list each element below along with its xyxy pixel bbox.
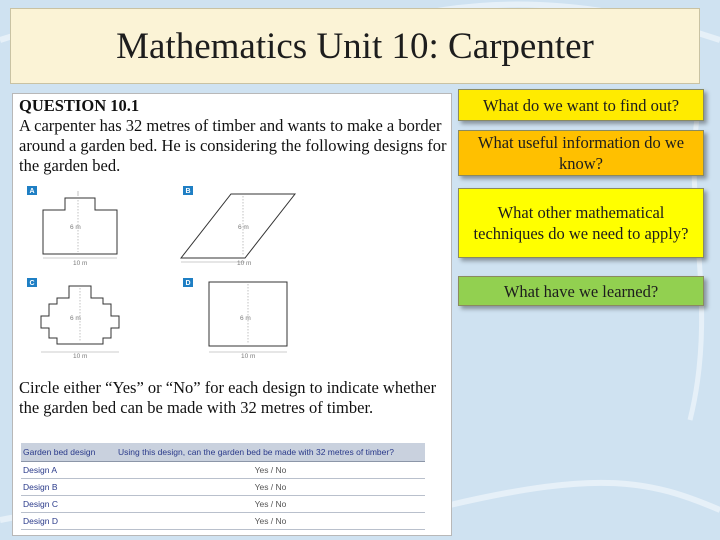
design-d-label: D xyxy=(185,280,191,287)
prompt-find-out: What do we want to find out? xyxy=(458,89,704,121)
instruction-text: Circle either “Yes” or “No” for each design to indicate whether the garden bed can be made with 32 metres of timber. xyxy=(19,378,437,417)
yes-no-cell[interactable]: Yes / No xyxy=(116,478,425,495)
question-text xyxy=(19,96,449,176)
design-d-height: 6 m xyxy=(240,315,251,322)
design-a-label: A xyxy=(29,188,35,195)
yes-no-cell[interactable]: Yes / No xyxy=(116,461,425,478)
table-header-design: Garden bed design xyxy=(21,443,116,461)
prompt-learned: What have we learned? xyxy=(458,276,704,306)
design-b-diagram xyxy=(181,186,295,267)
design-d-width: 10 m xyxy=(241,353,256,360)
design-a-height: 6 m xyxy=(70,224,81,231)
table-header-question: Using this design, can the garden bed be made with 32 metres of timber? xyxy=(116,443,425,461)
design-cell: Design C xyxy=(21,495,116,512)
design-a-diagram xyxy=(27,186,117,267)
yes-no-cell[interactable]: Yes / No xyxy=(116,512,425,529)
slide-title: Mathematics Unit 10: Carpenter xyxy=(116,25,594,67)
design-c-diagram xyxy=(27,278,119,360)
question-heading: QUESTION 10.1 xyxy=(19,96,140,115)
design-c-height: 6 m xyxy=(70,315,81,322)
garden-bed-diagrams xyxy=(13,186,453,376)
prompt-useful-information: What useful information do we know? xyxy=(458,130,704,176)
table-header-row xyxy=(21,443,425,461)
question-body: A carpenter has 32 metres of timber and wants to make a border around a garden bed. He is considering the following designs for the garden bed. xyxy=(19,116,447,175)
table-row xyxy=(21,478,425,495)
design-c-width: 10 m xyxy=(73,353,88,360)
design-a-width: 10 m xyxy=(73,260,88,267)
table-row xyxy=(21,495,425,512)
yes-no-cell[interactable]: Yes / No xyxy=(116,495,425,512)
design-b-width: 10 m xyxy=(237,260,252,267)
design-d-diagram xyxy=(183,278,287,360)
design-c-label: C xyxy=(29,280,35,287)
design-cell: Design B xyxy=(21,478,116,495)
design-cell: Design D xyxy=(21,512,116,529)
design-b-height: 6 m xyxy=(238,224,249,231)
design-table xyxy=(21,443,425,530)
title-box xyxy=(10,8,700,84)
design-cell: Design A xyxy=(21,461,116,478)
table-row xyxy=(21,461,425,478)
question-panel xyxy=(12,93,452,536)
table-row xyxy=(21,512,425,529)
prompt-techniques: What other mathematical techniques do we need to apply? xyxy=(458,188,704,258)
design-b-label: B xyxy=(185,188,191,195)
